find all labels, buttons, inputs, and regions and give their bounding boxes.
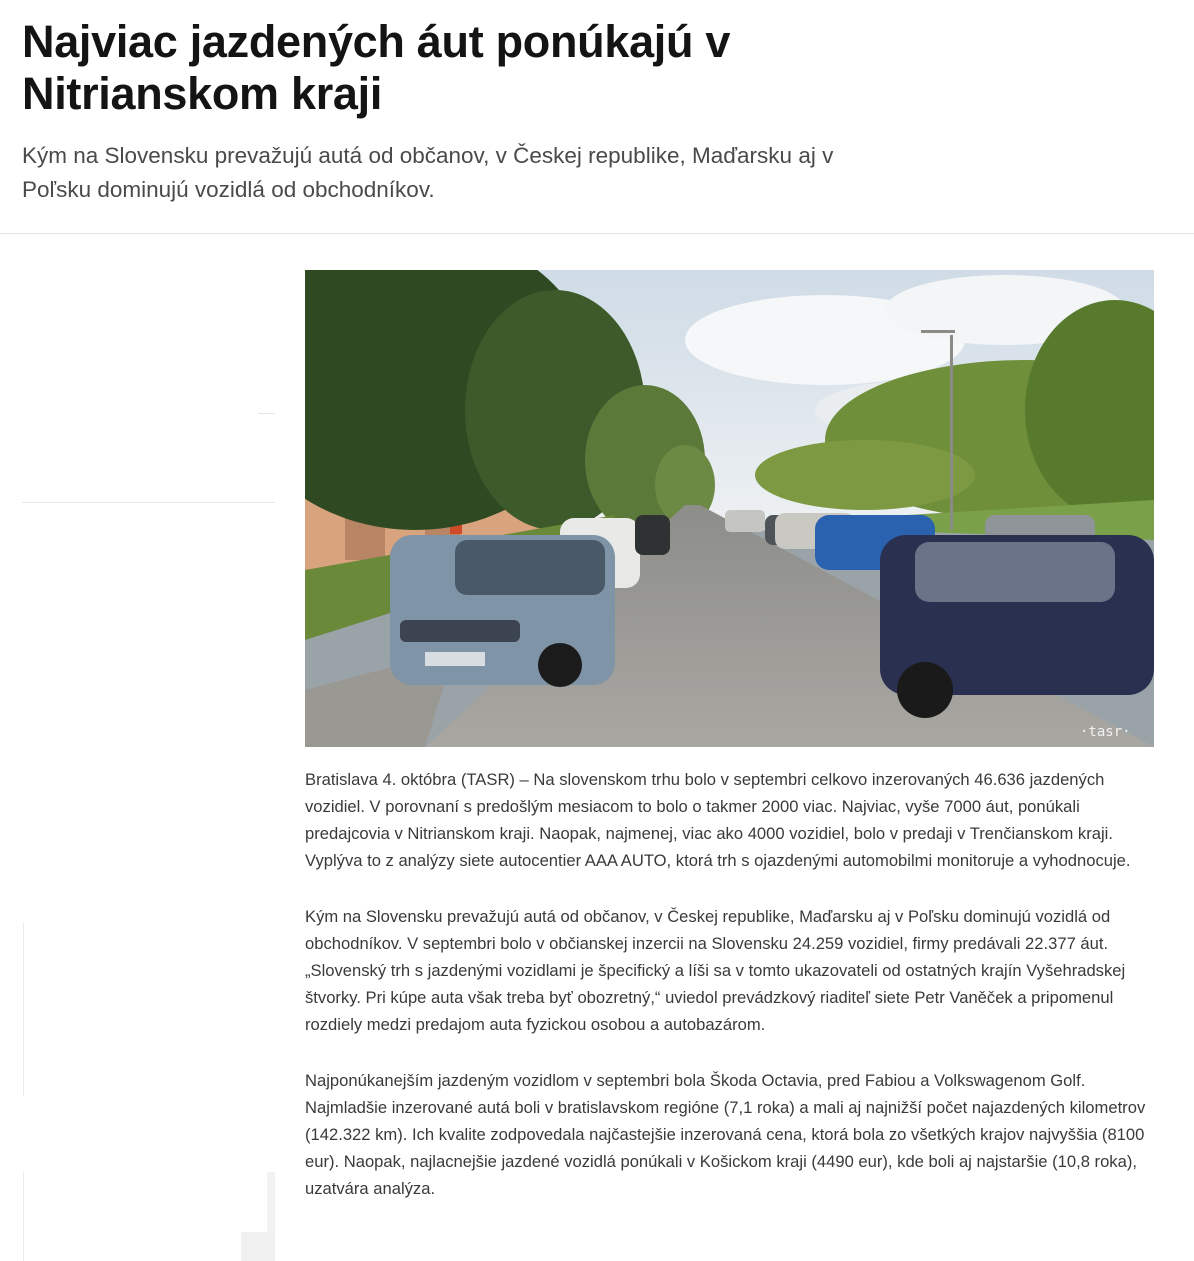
sidebar-divider — [258, 413, 275, 414]
sidebar-ad-border — [23, 1172, 24, 1261]
article-perex: Kým na Slovensku prevažujú autá od občanov, v Českej republike, Maďarsku aj v Poľsku dominujú vozidlá od obchodníkov. — [22, 143, 834, 202]
article-photo[interactable] — [305, 270, 1154, 747]
photo-watermark: ·tasr· — [1080, 724, 1131, 740]
header-divider — [0, 233, 1194, 234]
article-body — [305, 766, 1157, 1231]
article-header — [22, 16, 1172, 207]
sidebar-divider — [22, 502, 275, 503]
article-paragraph: Najponúkanejším jazdeným vozidlom v septembri bola Škoda Octavia, pred Fabiou a Volkswagenom Golf. Najmladšie inzerované autá boli v bratislavskom regióne (7,1 roka) a mali aj najnižší počet najazdených kilometrov (142.322 km). Ich kvalite zodpovedala najčastejšie inzerovaná cena, ktorá bola zo všetkých krajov najvyššia (8100 eur). Naopak, najlacnejšie jazdené vozidlá ponúkali v Košickom kraji (4490 eur), kde boli aj najstaršie (10,8 roka), uzatvára analýza. — [305, 1071, 1146, 1198]
article-headline: Najviac jazdených áut ponúkajú v Nitrianskom kraji — [22, 16, 731, 119]
sidebar-ad-border — [23, 922, 24, 1096]
article-paragraph: Kým na Slovensku prevažujú autá od občanov, v Českej republike, Maďarsku aj v Poľsku dominujú vozidlá od obchodníkov. V septembri bolo v občianskej inzercii na Slovensku 24.259 vozidiel, firmy predávali 22.377 áut. „Slovenský trh s jazdenými vozidlami je špecifický a líši sa v tomto ukazovateli od ostatných krajín Vyšehradskej štvorky. Pri kúpe auta však treba byť obozretný,“ uviedol prevádzkový riaditeľ siete Petr Vaněček a pripomenul rozdiely medzi predajom auta fyzickou osobou a autobazárom. — [305, 907, 1126, 1034]
article-paragraph: Bratislava 4. októbra (TASR) – Na slovenskom trhu bolo v septembri celkovo inzerovaných 46.636 jazdených vozidiel. V porovnaní s predošlým mesiacom to bolo o takmer 2000 viac. Najviac, vyše 7000 áut, ponúkali predajcovia v Nitrianskom kraji. Naopak, najmenej, viac ako 4000 vozidiel, bolo v predaji v Trenčianskom kraji. Vyplýva to z analýzy siete autocentier AAA AUTO, ktorá trh s ojazdenými automobilmi monitoruje a vyhodnocuje. — [305, 770, 1131, 870]
sidebar-ad-border — [267, 1172, 275, 1232]
sidebar-ad-placeholder — [241, 1232, 275, 1261]
